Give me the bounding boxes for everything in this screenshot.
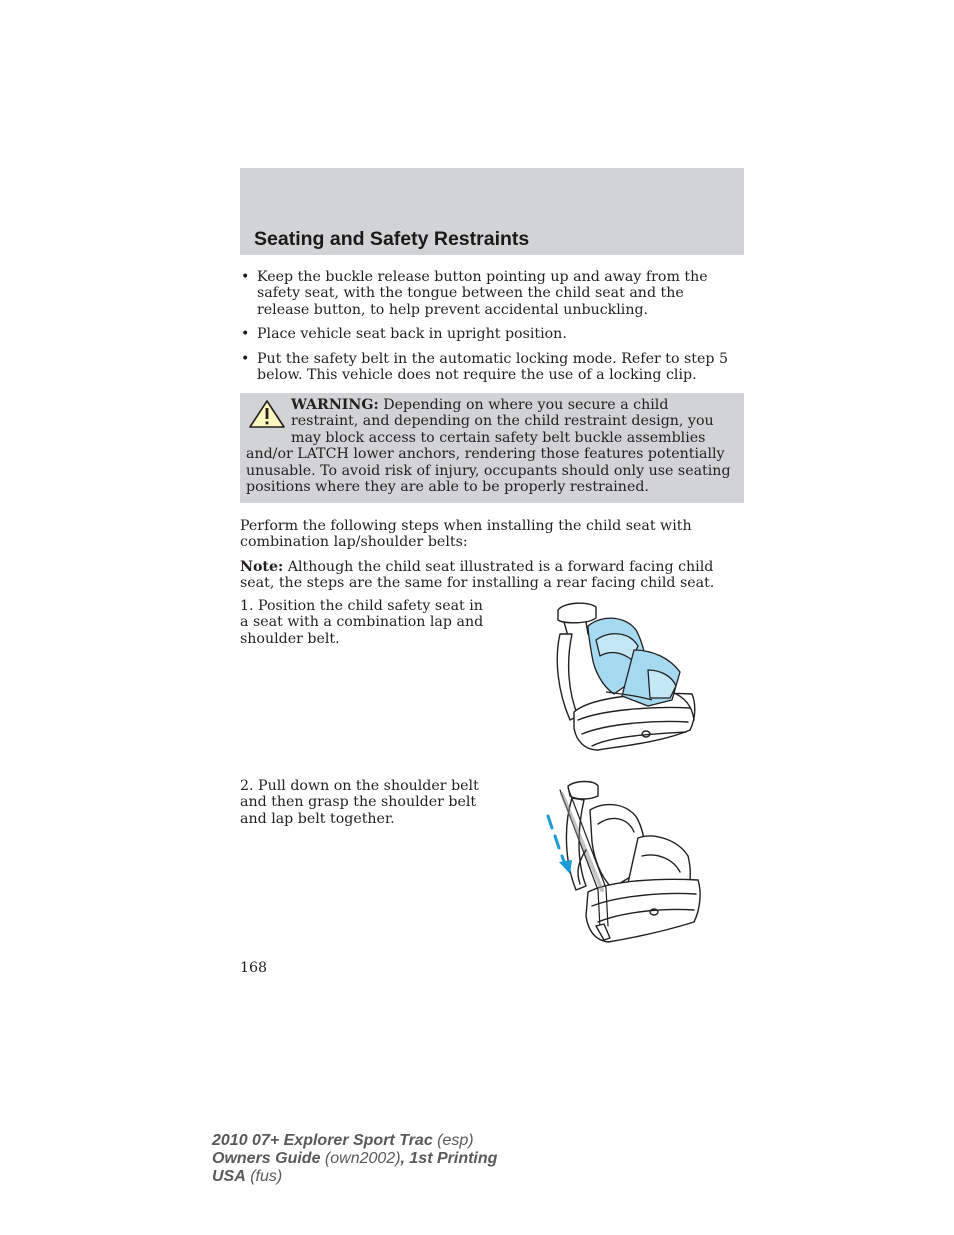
footer-line-1 xyxy=(212,1132,497,1150)
bullet-dot: • xyxy=(241,326,250,343)
bullet-text: Place vehicle seat back in upright position. xyxy=(257,326,567,343)
section-header xyxy=(240,168,744,255)
footer xyxy=(212,1132,497,1186)
pull-shoulder-belt-image xyxy=(542,780,707,950)
step-1-text: 1. Position the child safety seat in a seat with a combination lap and shoulder belt. xyxy=(240,598,484,647)
footer-line-3 xyxy=(212,1168,497,1186)
warning-text: Depending on where you secure a child restraint, and depending on the child restraint design, you may block access to certain safety belt buckle assemblies and/or LATCH lower anchors, rendering those features potentially unusable. To avoid risk of injury, occupants should only use seating positions where they are able to be properly restrained. xyxy=(246,397,731,496)
warning-label: WARNING: xyxy=(291,397,379,413)
list-item xyxy=(240,351,740,384)
footer-line-2 xyxy=(212,1150,497,1168)
warning-box xyxy=(240,393,744,503)
step-2-text: 2. Pull down on the shoulder belt and then grasp the shoulder belt and lap belt together. xyxy=(240,778,479,827)
footer-guide-code: (own2002) xyxy=(320,1150,401,1167)
footer-market-code: (fus) xyxy=(245,1168,283,1185)
list-item xyxy=(240,269,740,318)
footer-code: (esp) xyxy=(432,1132,474,1149)
footer-model: 2010 07+ Explorer Sport Trac xyxy=(212,1132,433,1149)
warning-triangle-icon xyxy=(248,399,286,429)
bullet-text: Put the safety belt in the automatic locking mode. Refer to step 5 below. This vehicle does not require the use of a locking clip. xyxy=(257,350,729,384)
bullet-text: Keep the buckle release button pointing up and away from the safety seat, with the tongue between the child seat and the release button, to help prevent accidental unbuckling. xyxy=(257,269,708,318)
note-paragraph xyxy=(240,559,740,592)
footer-printing: , 1st Printing xyxy=(400,1150,498,1167)
bullet-list xyxy=(240,269,740,391)
note-label: Note: xyxy=(240,559,284,575)
child-seat-on-vehicle-seat-image xyxy=(552,600,702,760)
page-number: 168 xyxy=(240,960,268,976)
footer-market: USA xyxy=(212,1168,246,1185)
intro-paragraph: Perform the following steps when installing the child seat with combination lap/shoulder belts: xyxy=(240,518,692,551)
bullet-dot: • xyxy=(241,269,250,285)
note-text: Although the child seat illustrated is a forward facing child seat, the steps are the same for installing a rear facing child seat. xyxy=(240,559,715,592)
section-title: Seating and Safety Restraints xyxy=(254,228,530,250)
footer-guide: Owners Guide xyxy=(212,1150,321,1167)
bullet-dot: • xyxy=(241,350,250,367)
list-item xyxy=(240,326,740,342)
